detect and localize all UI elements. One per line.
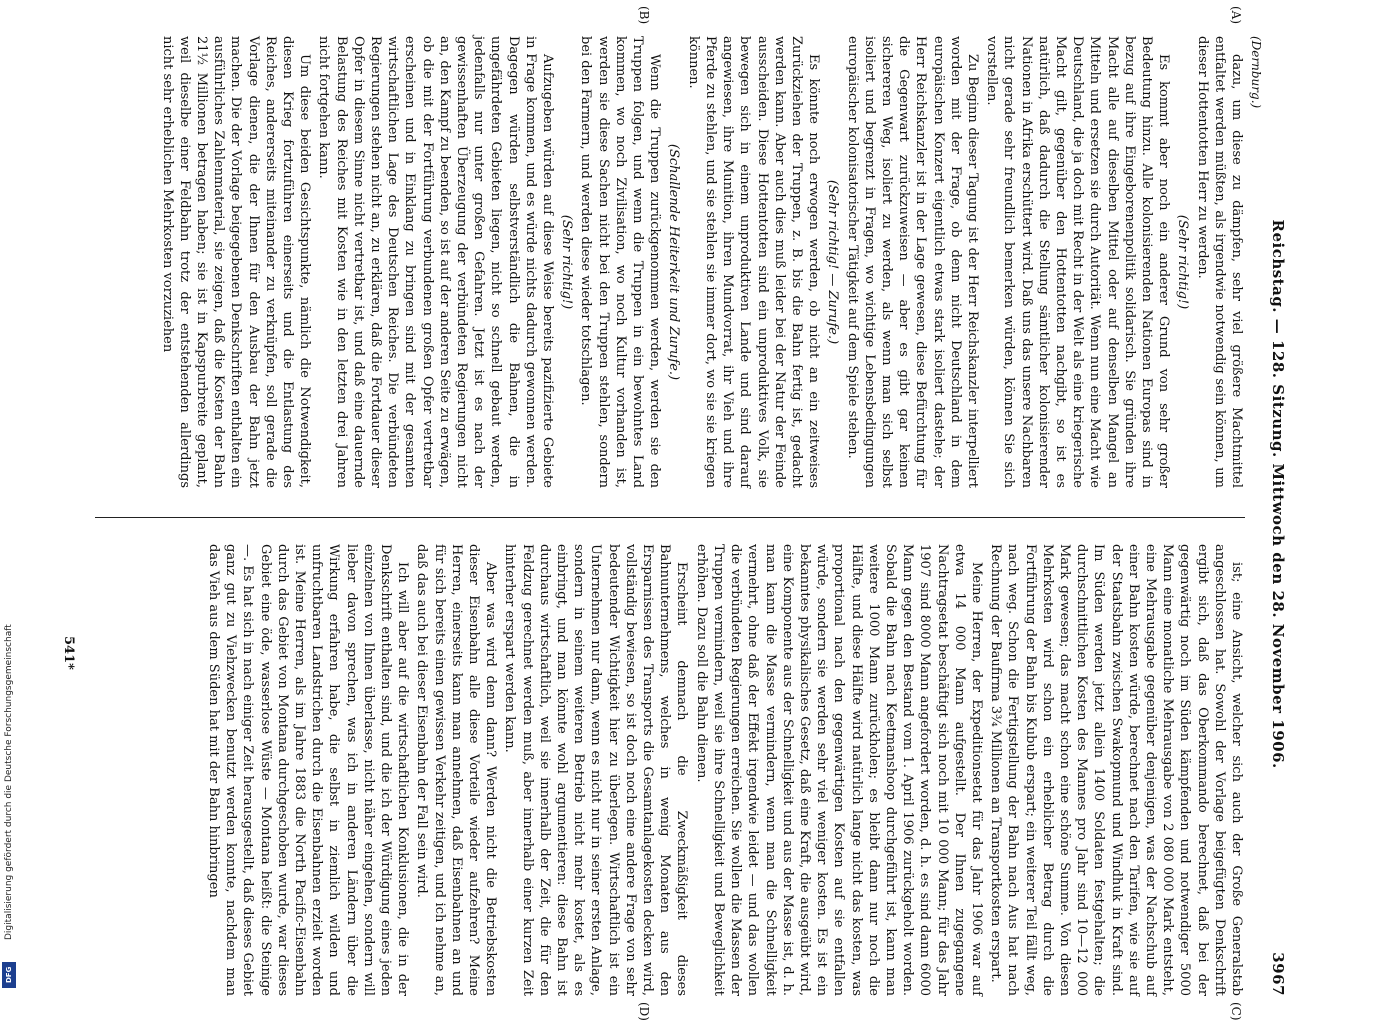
margin-marker-a: (A) <box>1229 6 1243 25</box>
running-header <box>1265 36 1291 996</box>
paragraph: dazu, um diese zu dämpfen, sehr viel größere Machtmittel entfaltet werden müßten, als irgendwie notwendig sein können, um dieser Hottentotten Herr zu werden. <box>1194 36 1244 488</box>
margin-marker-c: (C) <box>1229 1002 1243 1021</box>
interjection: (Schallende Heiterkeit und Zurufe.) <box>666 143 682 381</box>
speaker-name: (Dernburg.) <box>1249 36 1263 109</box>
paragraph: Aufzugeben würden auf diese Weise bereits pazifizierte Gebiete in Frage kommen, und es würde nichts dadurch gewonnen werden. Dagegen würden selbstverständlich die Bahnen, die in ungefährdeten Gebieten liegen, nicht so schnell gebaut werden, jedenfalls nur unter großen Gefahren. Jetzt ist es nach der gewissenhaften Überzeugung der verbündeten Regierungen nicht an, den Kampf zu beenden, so ist auf der anderen Seite zu erwägen, ob die mit der Fortführung verbundenen großen Opfer vertretbar erscheinen und in Einklang zu bringen sind mit der gesamten wirtschaftlichen Lage des Deutschen Reiches. Die verbündeten Regierungen stehen nicht an, zu erklären, daß die Fortdauer dieser Opfer in diesem Sinne nicht vertretbar ist, und daß eine dauernde Belastung des Reiches mit Kosten wie in den letzten drei Jahren nicht fortgehen kann. <box>316 36 556 488</box>
paragraph: ist; eine Ansicht, welcher sich auch der Große Generalstab angeschlossen hat. Sowohl der Vorlage beigefügten Denkschrift ergibt sich, daß das Oberkommando berechnet, daß bei der gegenwärtig noch im Süden kämpfenden und notwendiger 5000 Mann eine monatliche Mehrausgabe von 2 080 000 Mark entsteht, eine Mehrausgabe gegenüber denjenigen, was der Nachschub auf einer Bahn kosten würde, berechnet nach den Tarifen, wie sie auf der Staatsbahn zwischen Swakopmund und Windhuk in Kraft sind. Im Süden werden jetzt allein 1400 Soldaten festgehalten; die durchschnittlichen Kosten des Mannes pro Jahr sind 10—12 000 Mark gewesen; das macht schon eine schöne Summe. Von diesen Mehrkosten wird schon ein erheblicher Betrag durch die Fortführung der Bahn bis Kubub erspart; ein weiterer Teil fällt weg, nach weg. Schon die Fertigstellung der Bahn nach Aus hat nach Rechnung der Baufirma 3¾ Millionen an Transportkosten erspart. <box>988 544 1244 996</box>
paragraph: Es könnte noch erwogen werden, ob nicht an ein zeitweises Zurückziehen der Truppen, z. B. bis die Bahn fertig ist, gedacht werden kann. Aber auch dies muß leider bei der Natur der Feinde ausscheiden. Diese Hottentotten sind ein unproduktives Volk, sie bewegen sich in einem unproduktiven Lande und sind darauf angewiesen, ihre Munition, ihren Mundvorrat, ihr Vieh und ihre Pferde zu stehlen, und sie stehlen sie immer dort, wo sie sie kriegen können. <box>685 36 822 488</box>
paragraph: Es kommt aber noch ein anderer Grund von sehr großer Bedeutung hinzu. Alle kolonisierenden Nationen Europas sind in bezug auf ihre Eingeborenenpolitik solidarisch. Sie gründen ihre Macht alle auf dieselben Mittel oder auf denselben Mangel an Mitteln und ersetzen sie durch Autorität. Wenn nun eine Macht wie Deutschland, die ja doch mit Recht in der Welt als eine kriegerische Macht gilt, gegenüber den Hottentotten nachgibt, so ist es natürlich, daß dadurch die Stellung sämtlicher kolonisierender Nationen in Afrika erschüttert wird. Daß uns das unsere Nachbaren nicht gerade sehr freundlich bemerken würden, können Sie sich vorstellen. <box>984 36 1172 488</box>
digitization-credit: Digitalisierung gefördert durch die Deutsche Forschungsgemeinschaft <box>4 624 14 940</box>
paragraph: Ich will aber auf die wirtschaftlichen Konklusionen, die in der Denkschrift enthalten sind, und die ich der Würdigung eines jeden einzelnen von Ihnen überlasse, nicht näher eingehen, sondern will lieber davon sprechen, was ich in anderen Ländern über die Wirkung erfahren habe, die selbst in ziemlich wilden und unfruchtbaren Landstrichen durch die Eisenbahnen erzielt worden ist. Meine Herren, als im Jahre 1883 die North Pacific-Eisenbahn durch das Gebiet von Montana durchgeschoben wurde, war dieses Gebiet eine öde, wasserlose Wüste — Montana heißt: die Steinige —. Es hat sich in nach einiger Zeit herausgestellt, daß dieses Gebiet ganz gut zu Viehzwecken benutzt werden konnte, nachdem man das Vieh aus dem Süden hat mit der Bahn hinbringen <box>206 544 411 996</box>
column-divider <box>95 517 1245 518</box>
paragraph: Zu Beginn dieser Tagung ist der Herr Reichskanzler interpelliert worden mit der Frage, ob denn nicht Deutschland in dem europäischen Konzert eigentlich etwas stark isoliert dastehe; der Herr Reichskanzler ist in der Lage gewesen, diese Befürchtung für die Gegenwart zurückzuweisen — aber es gibt gar keinen sichereren Weg, isoliert zu werden, als wenn man sich selbst isoliert und begrenzt in Fragen, wo wichtige Lebensbedingungen europäischer kolonisatorischer Tätigkeit auf dem Spiele stehen. <box>844 36 980 488</box>
rotated-page-content <box>31 6 1291 1021</box>
interjection: (Sehr richtig! — Zurufe.) <box>825 179 841 345</box>
paragraph: Wenn die Truppen zurückgenommen werden, werden sie den Truppen folgen, und wenn die Truppen in ein bewohntes Land kommen, wo noch Zivilisation, wo noch Kultur vorhanden ist, werden sie diese Sachen nicht bei den Truppen stehlen, sondern bei den Farmern, und werden diese wieder totschlagen. <box>578 36 663 488</box>
interjection: (Sehr richtig!) <box>1175 214 1191 310</box>
paragraph: Aber was wird denn dann? Werden nicht die Betriebskosten dieser Eisenbahn alle diese Vorteile wieder aufzehren? Meine Herren, einerseits kann man annehmen, daß Eisenbahnen an und für sich bereits einen gewissen Verkehr zeitigen, und ich nehme an, daß das auch bei dieser Eisenbahn der Fall sein wird. <box>414 544 499 996</box>
right-column <box>95 544 1245 996</box>
paragraph: Um diese beiden Gesichtspunkte, nämlich die Notwendigkeit, diesen Krieg fortzuführen einerseits und die Entlastung des Reiches, andererseits miteinander zu verknüpfen, soll gerade die Vorlage dienen, die der Ihnen für den Ausbau der Bahn jetzt machen. Die der Vorlage beigegebenen Denkschriften enthalten ein ausführliches Zahlenmaterial, sie zeigen, daß die Kosten der Bahn 21½ Millionen betragen haben; sie ist in Kapspurbreite geplant, weil dieselbe einer Feldbahn trotz der entstehenden allerdings nicht sehr erheblichen Mehrkosten vorzuziehen <box>159 36 313 488</box>
interjection: (Sehr richtig!) <box>559 214 575 310</box>
header-title: Reichstag. — 128. Sitzung. Mittwoch den 28. November 1906. <box>1269 219 1287 769</box>
page-number: 3967 <box>1269 952 1287 996</box>
margin-marker-b: (B) <box>637 6 651 25</box>
margin-marker-d: (D) <box>637 1002 651 1021</box>
sheet-signature: 541* <box>61 636 76 670</box>
left-column <box>95 36 1245 488</box>
paragraph: Erscheint demnach die Zweckmäßigkeit dieses Bahnunternehmens, welches in wenig Monaten aus den Ersparnissen des Transports die Gesamtanlagekosten decken wird, vollständig bewiesen, so ist doch noch eine andere Frage von sehr bedeutender Wichtigkeit hier zu überlegen. Wirtschaftlich ist ein Unternehmen nur dann, wenn es nicht nur in seiner ersten Anlage, sondern in seinem weiteren Betrieb nicht mehr kostet, als es einbringt, und man könnte wohl argumentieren: diese Bahn ist durchaus wirtschaftlich, weil sie innerhalb der Zeit, die für den Feldzug gerechnet werden muß, aber innerhalb einer kurzen Zeit hinterher erspart werden kann. <box>502 544 690 996</box>
paragraph: Meine Herren, der Expeditionsetat für das Jahr 1906 war auf etwa 14 000 Mann aufgestellt. Der Ihnen zugegangene Nachtragsetat beschäftigt sich noch mit 10 000 Mann; für das Jahr 1907 sind 8000 Mann angefordert worden, d. h. es sind dann 6000 Mann gegen den Bestand vom 1. April 1906 zurückgeholt worden. Sobald die Bahn nach Keetmanshoop durchgeführt ist, kann man weitere 1000 Mann zurückholen; es bleibt dann nur noch die Hälfte, und diese Hälfte wird natürlich lange nicht das kosten, was proportional nach den gegenwärtigen Kosten auf sie entfallen würde, sondern sie werden sehr viel weniger kosten. Es ist ein bekanntes physikalisches Gesetz, daß eine Kraft, die ausgeübt wird, eine Komponente aus der Schnelligkeit und aus der Masse ist, d. h. man kann die Masse vermindern, wenn man die Schnelligkeit vermehrt, ohne daß der Effekt irgendwie leidet — und das wollen die verbündeten Regierungen erreichen. Sie wollen die Massen der Truppen vermindern, weil sie ihre Schnelligkeit und Beweglichkeit erhöhen. Dazu soll die Bahn dienen. <box>693 544 984 996</box>
dfg-logo: DFG <box>2 962 16 988</box>
